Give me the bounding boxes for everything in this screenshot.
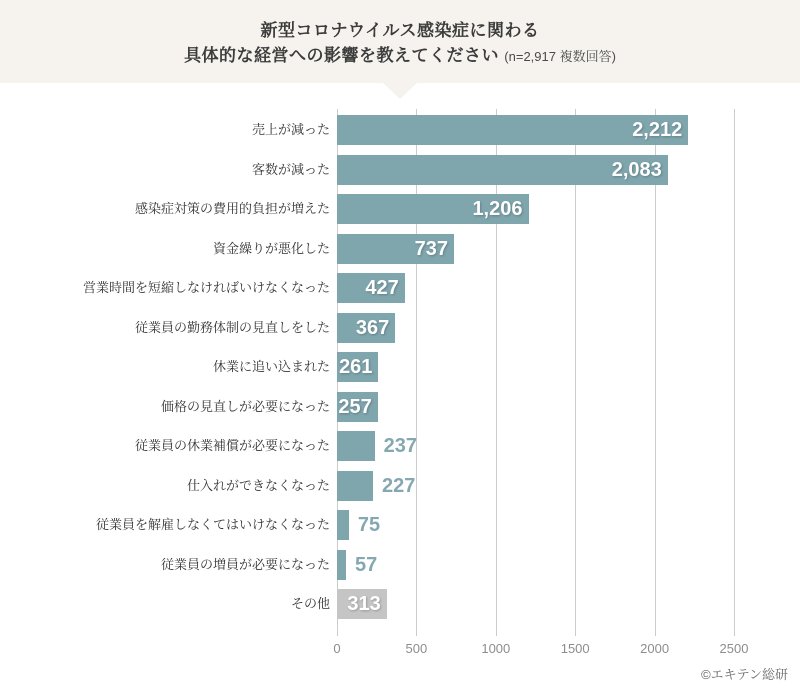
bar [337, 589, 387, 619]
bar [337, 234, 454, 264]
bar [337, 115, 688, 145]
bar [337, 510, 349, 540]
x-axis-tick-label: 1500 [560, 641, 590, 656]
bar [337, 392, 378, 422]
bar [337, 313, 395, 343]
bar-value: 367 [355, 316, 390, 339]
gridline [575, 109, 576, 636]
footer-credit: ©エキテン総研 [701, 667, 788, 682]
bar [337, 194, 529, 224]
category-label: 休業に追い込まれた [212, 359, 330, 374]
category-label: 感染症対策の費用的負担が増えた [134, 201, 330, 216]
bar-value: 257 [338, 395, 372, 418]
category-label: 売上が減った [251, 122, 330, 137]
bar-value: 237 [383, 435, 417, 457]
chart-title-line2-text: 具体的な経営への影響を教えてください [184, 46, 500, 65]
bar-value: 75 [357, 514, 381, 536]
x-axis-tick-label: 1000 [481, 641, 511, 656]
header-pointer-triangle [383, 83, 417, 99]
category-label: 従業員の増員が必要になった [160, 556, 330, 572]
category-label: 価格の見直しが必要になった [160, 398, 330, 414]
chart-title-line1: 新型コロナウイルス感染症に関わる [260, 21, 540, 40]
category-label: 資金繰りが悪化した [212, 240, 330, 256]
gridline [416, 109, 417, 636]
category-label: 従業員の勤務体制の見直しをした [134, 319, 330, 335]
x-axis-tick-label: 0 [333, 641, 341, 656]
bar-value: 1,206 [472, 198, 523, 220]
bar-value: 261 [339, 356, 373, 378]
chart-title-note: (n=2,917 複数回答) [504, 49, 616, 64]
x-axis-tick-label: 2000 [640, 641, 670, 656]
bar [337, 431, 375, 461]
x-axis-tick-label: 2500 [719, 641, 749, 656]
category-label: 営業時間を短縮しなければいけなくなった [82, 280, 330, 295]
chart-title-line2 [0, 43, 800, 69]
bar [337, 471, 373, 501]
category-label: 従業員の休業補償が必要になった [134, 438, 330, 453]
bar [337, 273, 405, 303]
gridline [496, 109, 497, 636]
bar [337, 550, 346, 580]
bar [337, 352, 378, 382]
bar-value: 313 [347, 593, 381, 615]
bar-value: 57 [355, 553, 378, 576]
bar-value: 2,083 [611, 158, 662, 181]
bar [337, 155, 668, 185]
bar-value: 737 [414, 237, 449, 260]
bar-value: 227 [382, 474, 416, 497]
gridline [734, 109, 735, 636]
bar-value: 2,212 [632, 119, 683, 141]
category-label: 従業員を解雇しなくてはいけなくなった [95, 517, 330, 532]
category-label: その他 [290, 596, 330, 611]
category-label: 客数が減った [251, 161, 330, 177]
bar-value: 427 [365, 277, 399, 299]
x-axis-tick-label: 500 [405, 641, 428, 656]
category-labels-column [0, 109, 330, 636]
category-label: 仕入れができなくなった [186, 477, 330, 493]
plot-area [333, 109, 777, 656]
gridline [655, 109, 656, 636]
chart-header [0, 0, 800, 83]
